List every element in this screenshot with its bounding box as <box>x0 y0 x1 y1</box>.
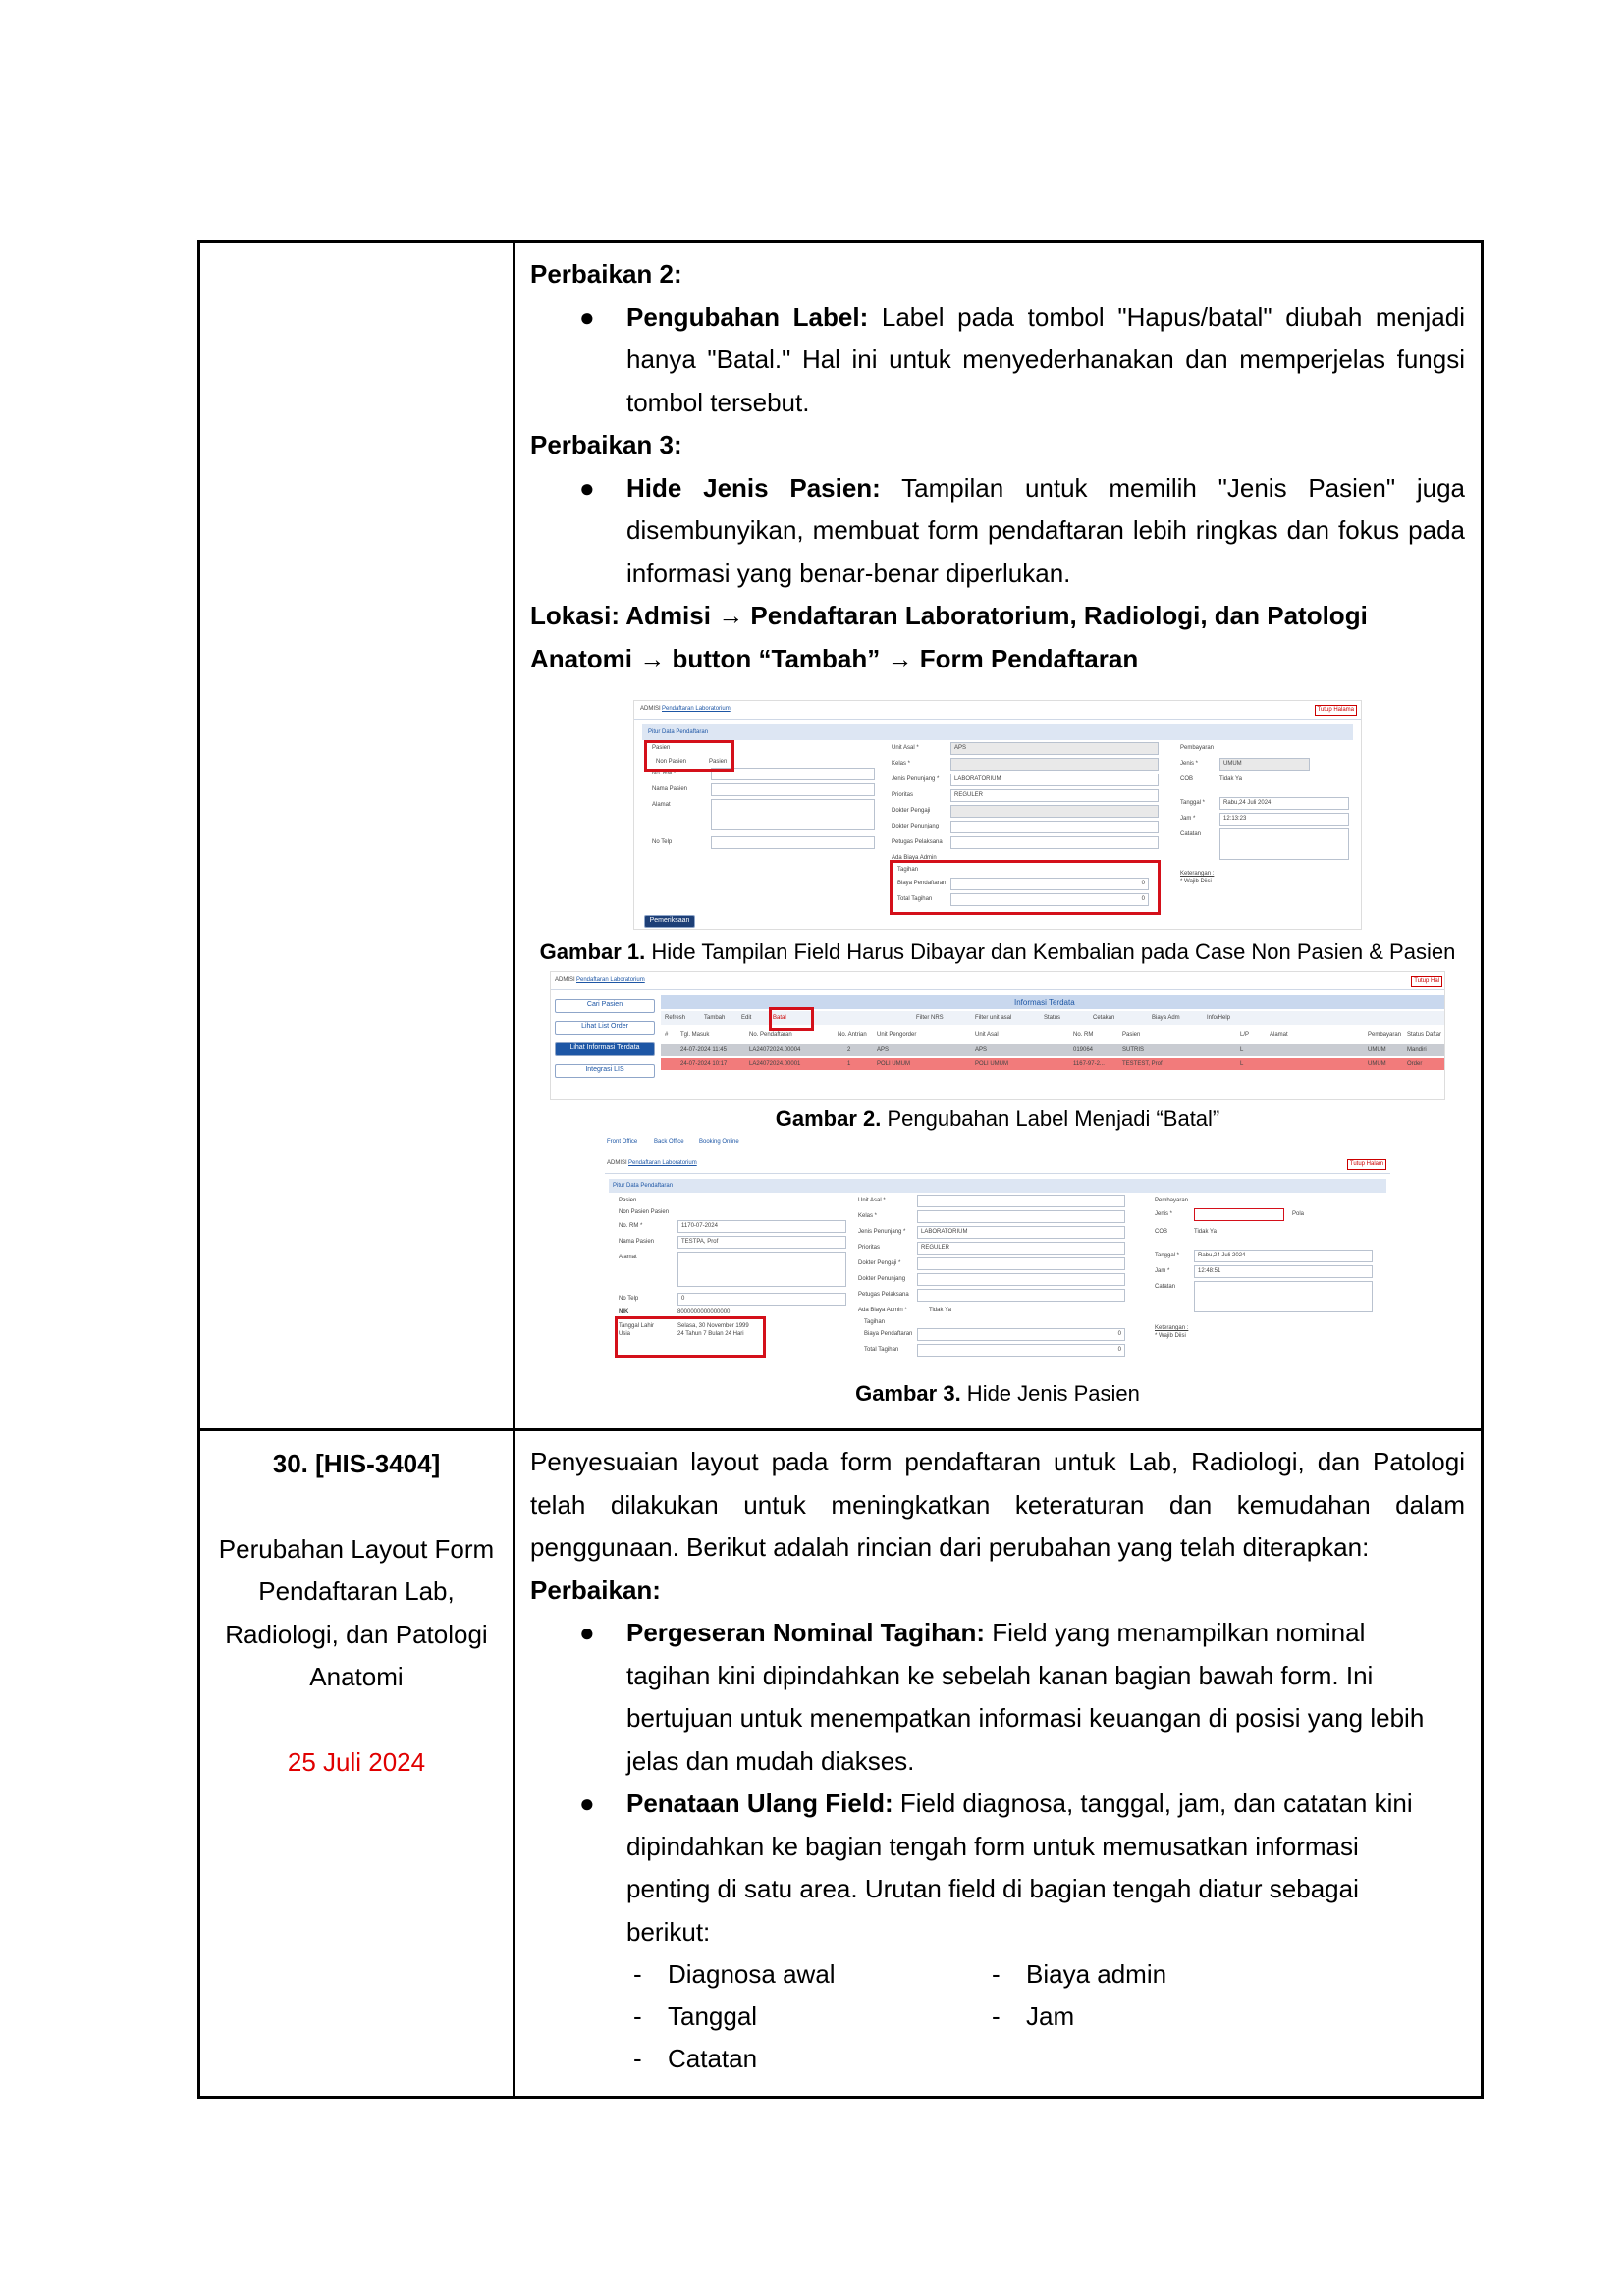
mini-radio-pasien: Pasien <box>709 759 728 765</box>
mini-side-button: Lihat List Order <box>555 1021 655 1035</box>
table-row: 24-07-2024 10:17 LA24072024.00001 1 POLI UMUM POLI UMUM 1167-97-2... TESTEST, Prof L UMUM Order <box>661 1058 1444 1070</box>
mini-label: COB <box>1180 776 1194 782</box>
mini-field <box>917 1257 1125 1270</box>
mini-field <box>711 799 875 830</box>
figure-1-screenshot <box>633 700 1362 930</box>
perbaikan-item-1-text: Field yang menampilkan nominal tagihan kini dipindahkan ke sebelah kanan bagian bawah form. Ini bertujuan untuk menempatkan informasi keuangan di posisi yang lebih jelas dan mudah diakses. <box>626 1618 1425 1776</box>
perbaikan3-item-text: Tampilan untuk memilih "Jenis Pasien" juga disembunyikan, membuat form pendaftaran lebih ringkas dan fokus pada informasi yang benar-benar diperlukan. <box>626 472 1465 588</box>
mini-field <box>711 768 875 780</box>
mini-breadcrumb: ADMISI <box>555 977 575 983</box>
row1-left-cell <box>199 242 514 1430</box>
mini-field: 1170-07-2024 <box>677 1220 846 1233</box>
mini-breadcrumb: ADMISI <box>640 706 661 712</box>
figure-1 <box>530 700 1465 967</box>
list-item: - Jam <box>992 2002 1075 2031</box>
mini-breadcrumb-link: Pendaftaran Laboratorium <box>576 977 645 983</box>
mini-field <box>1194 1281 1373 1312</box>
intro-text: Penyesuaian layout pada form pendaftaran untuk Lab, Radiologi, dan Patologi telah dilakukan untuk meningkatkan keteraturan dan kemudahan dalam penggunaan. Berikut adalah rincian dari perubahan yang telah diterapkan: <box>530 1447 1465 1562</box>
row2-left-cell <box>199 1430 514 2098</box>
mini-grid-title: Informasi Terdata <box>1014 998 1075 1007</box>
highlight-box <box>890 860 1161 915</box>
mini-field <box>950 805 1159 818</box>
mini-menu-item: Back Office <box>654 1139 684 1145</box>
mini-label: Ada Biaya Admin <box>892 855 937 861</box>
bullet-icon: ● <box>579 1789 595 1818</box>
perbaikan-item-1 <box>530 1612 1465 1783</box>
figure-2-screenshot <box>550 971 1445 1100</box>
caption-text: Hide Tampilan Field Harus Dibayar dan Kembalian pada Case Non Pasien & Pasien <box>645 939 1456 964</box>
perbaikan3-item-label: Hide Jenis Pasien: <box>626 472 881 503</box>
caption-text: Pengubahan Label Menjadi “Batal” <box>881 1106 1220 1131</box>
perbaikan2-heading: Perbaikan 2: <box>530 259 682 289</box>
highlight-box <box>769 1007 814 1031</box>
highlight-box <box>615 1316 766 1358</box>
caption-label: Gambar 3. <box>855 1381 961 1406</box>
mini-field <box>917 1195 1125 1207</box>
mini-menu-item: Booking Online <box>699 1139 739 1145</box>
list-item: - Catatan <box>633 2044 758 2073</box>
mini-label: Pembayaran <box>1180 745 1215 751</box>
mini-field <box>950 758 1159 771</box>
mini-field: UMUM <box>1219 758 1310 771</box>
caption-text: Hide Jenis Pasien <box>960 1381 1140 1406</box>
highlight-box <box>644 740 734 772</box>
caption-label: Gambar 1. <box>539 939 646 964</box>
mini-label: Nama Pasien <box>652 786 688 792</box>
mini-field <box>950 821 1159 833</box>
mini-field: Rabu,24 Juli 2024 <box>1194 1250 1373 1262</box>
table-row <box>199 1430 1483 2098</box>
mini-field: REGULER <box>950 789 1159 802</box>
mini-field: 12:13:23 <box>1219 813 1349 826</box>
mini-label: No Telp <box>652 839 673 845</box>
change-date: 25 Juli 2024 <box>287 1746 426 1777</box>
figure-1-caption <box>530 937 1465 967</box>
mini-field: APS <box>950 742 1159 755</box>
mini-label: No. RM * <box>652 771 677 776</box>
mini-label: Alamat <box>652 802 671 808</box>
mini-label: Petugas Pelaksana <box>892 839 943 845</box>
document-table <box>197 240 1484 2099</box>
list-item: - Biaya admin <box>992 1959 1167 1989</box>
mini-field <box>711 783 875 796</box>
perbaikan-heading: Perbaikan: <box>530 1575 661 1605</box>
mini-field <box>1194 1208 1284 1221</box>
caption-label: Gambar 2. <box>775 1106 882 1131</box>
mini-label: Catatan <box>1180 831 1202 837</box>
mini-grid-columns: # Tgl. Masuk No. Pendaftaran No. Antrian Unit Pengorder Unit Asal No. RM Pasien L/P Alamat Pembayaran Status Daftar <box>661 1029 1444 1041</box>
mini-field: 12:48:51 <box>1194 1265 1373 1278</box>
mini-label: Jenis * <box>1180 761 1199 767</box>
mini-breadcrumb-bar: ADMISI Pendaftaran Laboratorium Tutup Halam <box>605 1155 1390 1174</box>
figure-3-screenshot: Front Office Back Office Booking Online ADMISI Pendaftaran Laboratorium Tutup Halam Pitur Data Pendaftaran Pasien Non Pasien Pasien No. RM * 1170-07-2024 Nama Pasien TESTPA, Prof Alamat No Telp 0 NIK 8000000000000000 Tanggal Lahir Selasa, 30 November 1999 Usia 24 Tahun 7 Bulan 24 Hari Unit Asal * Kelas * Jenis Penunjang * LABORATORIUM Prioritas REGULER Dokter Pengaji * Dokter Penunjang Petugas Pelaksana Ada Biaya Admin * Tidak Ya Tagihan Biaya Pendaftaran 0 Total Tagihan 0 Pembayaran Jenis * Pola COB Tidak Ya Tanggal * Rabu,24 Juli 2024 Jam * 12:48:51 Catatan Keterangan : * Wajib Diisi <box>605 1136 1390 1377</box>
mini-label: Biaya Pendaftaran <box>897 881 947 886</box>
figure-2 <box>530 971 1465 1134</box>
perbaikan2-item <box>530 296 1465 425</box>
mini-field <box>917 1210 1125 1223</box>
mini-breadcrumb-link: Pendaftaran Laboratorium <box>662 706 731 712</box>
list-item: - Tanggal <box>633 2002 758 2031</box>
mini-label: Dokter Pengaji <box>892 808 931 814</box>
mini-close-button: Tutup Halama <box>1315 705 1357 716</box>
perbaikan-item-2-label: Penataan Ulang Field: <box>626 1789 893 1818</box>
table-row <box>199 242 1483 1430</box>
mini-label: Pasien <box>652 745 671 751</box>
mini-label: Jam * <box>1180 816 1196 822</box>
mini-label: * Wajib Diisi <box>1180 879 1212 884</box>
mini-label: Kelas * <box>892 761 911 767</box>
perbaikan-item-2-text: Field diagnosa, tanggal, jam, dan catatan kini dipindahkan ke bagian tengah form untuk memusatkan informasi penting di satu area. Urutan field di bagian tengah diatur sebagai berikut: <box>626 1789 1413 1947</box>
row2-right-cell <box>514 1430 1483 2098</box>
mini-label: Keterangan : <box>1180 871 1215 877</box>
mini-breadcrumb-bar <box>551 972 1444 990</box>
mini-label: Tanggal * <box>1180 800 1206 806</box>
perbaikan-item-1-label: Pergeseran Nominal Tagihan: <box>626 1618 986 1647</box>
mini-label: Unit Asal * <box>892 745 919 751</box>
perbaikan-item-2 <box>530 1783 1465 1953</box>
perbaikan3-heading: Perbaikan 3: <box>530 430 682 459</box>
mini-field: 0 <box>917 1328 1125 1341</box>
mini-toolbar: Refresh Tambah Edit Batal Filter NRS Filter unit asal Status Cetakan Biaya Adm Info/Help <box>661 1011 1444 1025</box>
mini-label: Tagihan <box>897 867 919 873</box>
mini-label: Dokter Penunjang <box>892 824 940 829</box>
field-order-list <box>530 1953 1465 2086</box>
mini-field <box>917 1289 1125 1302</box>
mini-field: TESTPA, Prof <box>677 1236 846 1249</box>
mini-panel-title: Pitur Data Pendaftaran <box>648 729 709 735</box>
table-row: 24-07-2024 11:45 LA24072024.00004 2 APS APS 019064 SUTRIS L UMUM Mandiri <box>661 1044 1444 1056</box>
list-item: - Diagnosa awal <box>633 1959 836 1989</box>
mini-field: Rabu,24 Juli 2024 <box>1219 797 1349 810</box>
change-title: Perubahan Layout Form Pendaftaran Lab, Radiologi, dan Patologi Anatomi <box>218 1533 495 1691</box>
mini-label: Jenis Penunjang * <box>892 776 940 782</box>
mini-side-button: Cari Pasien <box>555 999 655 1013</box>
mini-menu-item: Front Office <box>607 1139 638 1145</box>
mini-field <box>950 836 1159 849</box>
mini-side-button: Integrasi LIS <box>555 1064 655 1078</box>
mini-field: 0 <box>950 893 1149 906</box>
perbaikan2-item-label: Pengubahan Label: <box>626 301 869 332</box>
mini-field <box>677 1252 846 1287</box>
perbaikan3-item <box>530 467 1465 596</box>
mini-field: LABORATORIUM <box>917 1226 1125 1239</box>
figure-2-caption <box>530 1104 1465 1134</box>
mini-field: LABORATORIUM <box>950 774 1159 786</box>
bullet-icon: ● <box>579 301 595 332</box>
figure-3-caption <box>530 1379 1465 1409</box>
lokasi-text: Lokasi: Admisi → Pendaftaran Laboratorium, Radiologi, dan Patologi Anatomi → button “Tambah” → Form Pendaftaran <box>530 601 1368 673</box>
mini-field <box>1219 828 1349 860</box>
mini-field: REGULER <box>917 1242 1125 1255</box>
mini-breadcrumb-bar <box>634 701 1361 720</box>
mini-side-button: Lihat Informasi Terdata <box>555 1042 655 1056</box>
mini-field <box>917 1273 1125 1286</box>
mini-save-button: Pemeriksaan <box>644 915 695 928</box>
perbaikan2-item-text: Label pada tombol "Hapus/batal" diubah menjadi hanya "Batal." Hal ini untuk menyederhanakan dan memperjelas fungsi tombol tersebut. <box>626 301 1465 417</box>
ticket-id: 30. [HIS-3404] <box>272 1449 441 1478</box>
mini-field: 0 <box>677 1293 846 1306</box>
mini-field <box>711 836 875 849</box>
mini-radio-non-pasien: Non Pasien <box>656 759 687 765</box>
mini-label: Total Tagihan <box>897 896 933 902</box>
mini-panel-header <box>642 724 1353 740</box>
mini-field: 0 <box>917 1344 1125 1357</box>
row1-right-cell <box>514 242 1483 1430</box>
figure-3 <box>530 1136 1465 1409</box>
bullet-icon: ● <box>579 472 595 503</box>
mini-field: 0 <box>950 878 1149 890</box>
mini-panel-header: Pitur Data Pendaftaran <box>609 1179 1386 1193</box>
mini-close-button: Tutup Hal <box>1411 976 1442 987</box>
bullet-icon: ● <box>579 1618 595 1647</box>
mini-label: Prioritas <box>892 792 914 798</box>
mini-label: Tidak Ya <box>1219 776 1242 782</box>
